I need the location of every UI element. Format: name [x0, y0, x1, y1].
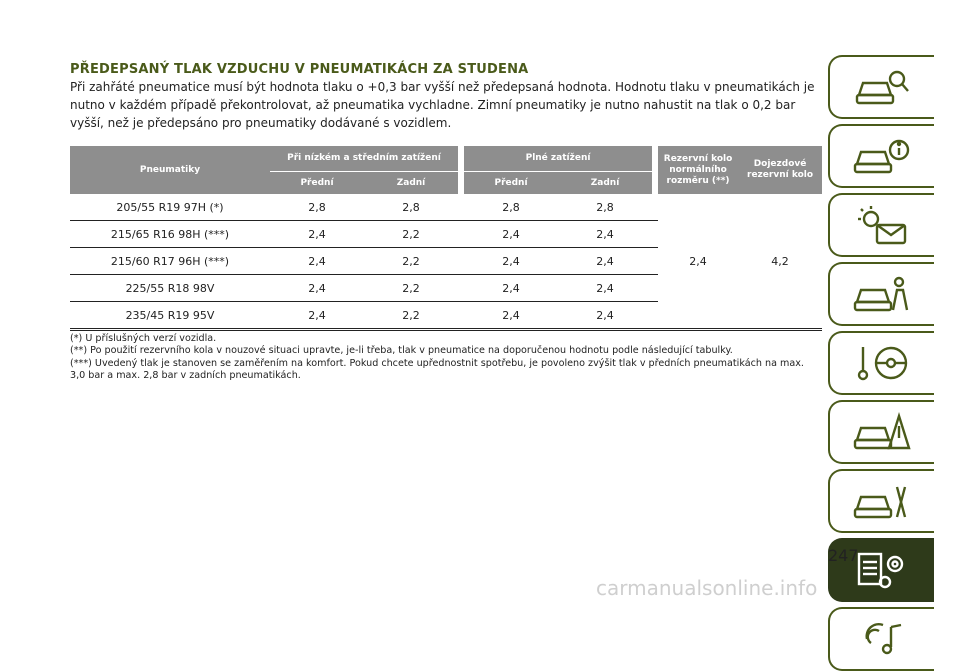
pressure-value: 2,4 [558, 221, 652, 248]
tab-car-search[interactable] [828, 55, 934, 119]
tyre-size: 205/55 R19 97H (*) [70, 194, 270, 221]
warning-lights-icon [853, 203, 911, 247]
pressure-value: 2,4 [558, 275, 652, 302]
pressure-value: 2,4 [558, 248, 652, 275]
pressure-value: 2,4 [270, 275, 364, 302]
pressure-value: 2,8 [464, 194, 558, 221]
tab-multimedia[interactable] [828, 607, 934, 671]
car-emergency-icon [853, 410, 911, 454]
pressure-value: 2,2 [364, 221, 458, 248]
page-number: 247 [828, 546, 859, 565]
header-spare-wheel: Rezervní kolo normálního rozměru (**) [658, 146, 738, 194]
car-info-icon [853, 134, 911, 178]
header-full-load: Plné zatížení [464, 146, 652, 172]
header-rear: Zadní [364, 172, 458, 195]
spare-wheel-value: 2,4 [658, 194, 738, 329]
pressure-value: 2,8 [364, 194, 458, 221]
pressure-value: 2,8 [270, 194, 364, 221]
tyre-size: 215/60 R17 96H (***) [70, 248, 270, 275]
watermark: carmanualsonline.info [596, 576, 818, 600]
intro-paragraph: Při zahřáté pneumatice musí být hodnota tlaku o +0,3 bar vyšší než předepsaná hodnota. Hodnotu tlaku v pneumatikách je nutno v každém případě překontrolovat, až pneumatika vychladne. Zimní pneumatiky je nutno nahustit na tlak o 0,2 bar vyšší, než je předepsáno pro pneumatiky dodávané s vozidlem. [70, 80, 815, 130]
header-temp-spare: Dojezdové rezervní kolo [738, 146, 822, 194]
tyre-pressure-table [70, 146, 822, 329]
header-tyres: Pneumatiky [70, 146, 270, 194]
tab-car-emergency[interactable] [828, 400, 934, 464]
multimedia-icon [853, 617, 911, 661]
tyre-size: 215/65 R16 98H (***) [70, 221, 270, 248]
header-low-mid-load: Při nízkém a středním zatížení [270, 146, 458, 172]
tab-steering[interactable] [828, 331, 934, 395]
pressure-value: 2,2 [364, 275, 458, 302]
technical-data-icon [853, 548, 911, 592]
pressure-value: 2,4 [464, 248, 558, 275]
footnote: (***) Uvedený tlak je stanoven se zaměřením na komfort. Pokud chcete upřednostnit spotřebu, je povoleno zvýšit tlak v předních pneumatikách na max. 3,0 bar a max. 2,8 bar v zadních pneumatikách. [70, 357, 804, 382]
footnote: (*) U příslušných verzí vozidla. [70, 333, 217, 344]
tab-car-safety[interactable] [828, 262, 934, 326]
pressure-value: 2,2 [364, 248, 458, 275]
tyre-size: 235/45 R19 95V [70, 302, 270, 329]
steering-wheel-icon [853, 341, 911, 385]
pressure-value: 2,8 [558, 194, 652, 221]
car-safety-icon [853, 272, 911, 316]
tab-car-info[interactable] [828, 124, 934, 188]
footnotes [70, 330, 822, 383]
car-maintenance-icon [853, 479, 911, 523]
pressure-value: 2,4 [558, 302, 652, 329]
pressure-value: 2,4 [270, 221, 364, 248]
header-front: Přední [464, 172, 558, 195]
pressure-value: 2,4 [270, 302, 364, 329]
table-row [70, 194, 822, 221]
car-search-icon [853, 65, 911, 109]
pressure-value: 2,4 [464, 302, 558, 329]
pressure-value: 2,4 [270, 248, 364, 275]
page-title: PŘEDEPSANÝ TLAK VZDUCHU V PNEUMATIKÁCH ZA STUDENA [70, 62, 529, 77]
temp-spare-value: 4,2 [738, 194, 822, 329]
pressure-value: 2,4 [464, 221, 558, 248]
pressure-value: 2,4 [464, 275, 558, 302]
tab-car-maintenance[interactable] [828, 469, 934, 533]
header-rear: Zadní [558, 172, 652, 195]
footnote: (**) Po použití rezervního kola v nouzové situaci upravte, je-li třeba, tlak v pneumatice na doporučenou hodnotu podle následující tabulky. [70, 345, 733, 357]
tyre-size: 225/55 R18 98V [70, 275, 270, 302]
pressure-value: 2,2 [364, 302, 458, 329]
tab-warning-lights[interactable] [828, 193, 934, 257]
header-front: Přední [270, 172, 364, 195]
